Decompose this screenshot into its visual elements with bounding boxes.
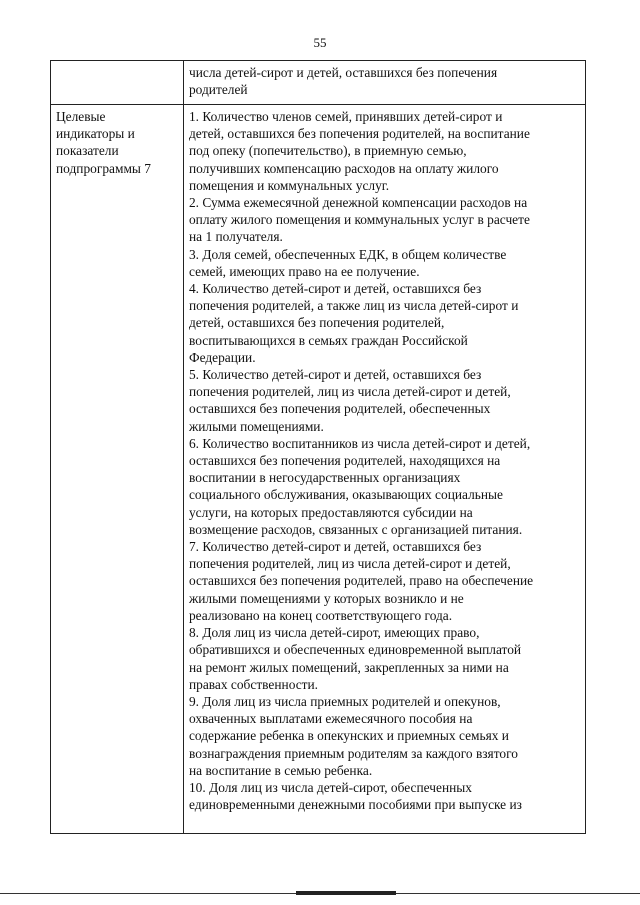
label-cell-empty <box>51 61 184 105</box>
indicator-line: 2. Сумма ежемесячной денежной компенсации расходов на <box>188 195 528 211</box>
indicator-line: жилыми помещениями. <box>188 418 324 434</box>
indicator-line: детей, оставшихся без попечения родителей, <box>188 315 445 331</box>
label-line: Целевые <box>56 109 106 124</box>
indicator-line: оставшихся без попечения родителей, право на обеспечение <box>188 573 534 589</box>
indicator-line: 1. Количество членов семей, принявших детей-сирот и <box>188 109 503 124</box>
continuation-text-cell <box>183 61 585 105</box>
indicator-line: 10. Доля лиц из числа детей-сирот, обеспеченных <box>188 779 472 795</box>
indicator-line: попечения родителей, лиц из числа детей-сирот и детей, <box>188 384 511 400</box>
indicator-line: 6. Количество воспитанников из числа детей-сирот и детей, <box>188 435 531 451</box>
indicator-line: попечения родителей, лиц из числа детей-сирот и детей, <box>188 556 511 572</box>
indicator-line: возмещение расходов, связанных с организацией питания. <box>188 521 523 537</box>
indicator-line: 4. Количество детей-сирот и детей, оставшихся без <box>188 281 482 297</box>
indicator-line: воспитании в негосударственных организациях <box>188 470 461 486</box>
scan-artifact <box>296 891 396 895</box>
label-line: подпрограммы 7 <box>56 160 151 176</box>
indicator-line: охваченных выплатами ежемесячного пособия на <box>188 711 473 727</box>
table-row-continuation <box>51 61 586 105</box>
indicator-line: содержание ребенка в опекунских и приемных семьях и <box>188 728 509 744</box>
indicator-line: детей, оставшихся без попечения родителей, на воспитание <box>188 126 530 142</box>
indicator-line: на воспитание в семью ребенка. <box>188 762 373 778</box>
label-line: индикаторы и <box>56 126 135 142</box>
table-row-indicators <box>51 105 586 834</box>
label-line: показатели <box>56 143 119 159</box>
indicator-line: 8. Доля лиц из числа детей-сирот, имеющих право, <box>188 625 480 641</box>
indicator-line: социального обслуживания, оказывающих социальные <box>188 487 503 503</box>
indicator-line: попечения родителей, а также лиц из числа детей-сирот и <box>188 298 519 314</box>
indicator-line: жилыми помещениями у которых возникло и не <box>188 590 464 606</box>
indicator-line: обратившихся и обеспеченных единовременной выплатой <box>188 642 522 658</box>
indicators-label-cell <box>51 105 184 834</box>
indicator-line: правах собственности. <box>188 676 319 692</box>
indicator-line: на ремонт жилых помещений, закрепленных за ними на <box>188 659 509 675</box>
indicator-line: семей, имеющих право на ее получение. <box>188 263 420 279</box>
indicator-line: оставшихся без попечения родителей, находящихся на <box>188 453 501 469</box>
indicator-line: Федерации. <box>188 349 256 365</box>
text-line: числа детей-сирот и детей, оставшихся без попечения <box>188 65 498 80</box>
indicator-line: воспитывающихся в семьях граждан Российской <box>188 332 468 348</box>
page-number: 55 <box>313 35 327 50</box>
indicator-line: 9. Доля лиц из числа приемных родителей и опекунов, <box>188 693 501 709</box>
indicator-line: получивших компенсацию расходов на оплату жилого <box>188 160 499 176</box>
indicator-line: 5. Количество детей-сирот и детей, оставшихся без <box>188 367 482 383</box>
indicator-line: 3. Доля семей, обеспеченных ЕДК, в общем количестве <box>188 246 507 262</box>
indicator-line: единовременными денежными пособиями при выпуске из <box>188 797 522 813</box>
program-table <box>50 60 586 834</box>
indicator-line: реализовано на конец соответствующего года. <box>188 607 453 623</box>
indicator-line: вознаграждения приемным родителям за каждого взятого <box>188 745 518 761</box>
text-line: родителей <box>188 82 248 98</box>
indicator-line: помещения и коммунальных услуг. <box>188 177 390 193</box>
indicator-line: услуги, на которых предоставляются субсидии на <box>188 504 473 520</box>
indicator-line: оставшихся без попечения родителей, обеспеченных <box>188 401 491 417</box>
indicator-line: на 1 получателя. <box>188 229 283 245</box>
indicator-line: 7. Количество детей-сирот и детей, оставшихся без <box>188 539 482 555</box>
indicator-line: оплату жилого помещения и коммунальных услуг в расчете <box>188 212 530 228</box>
indicators-list-cell <box>183 105 585 834</box>
indicator-line: под опеку (попечительство), в приемную семью, <box>188 143 467 159</box>
